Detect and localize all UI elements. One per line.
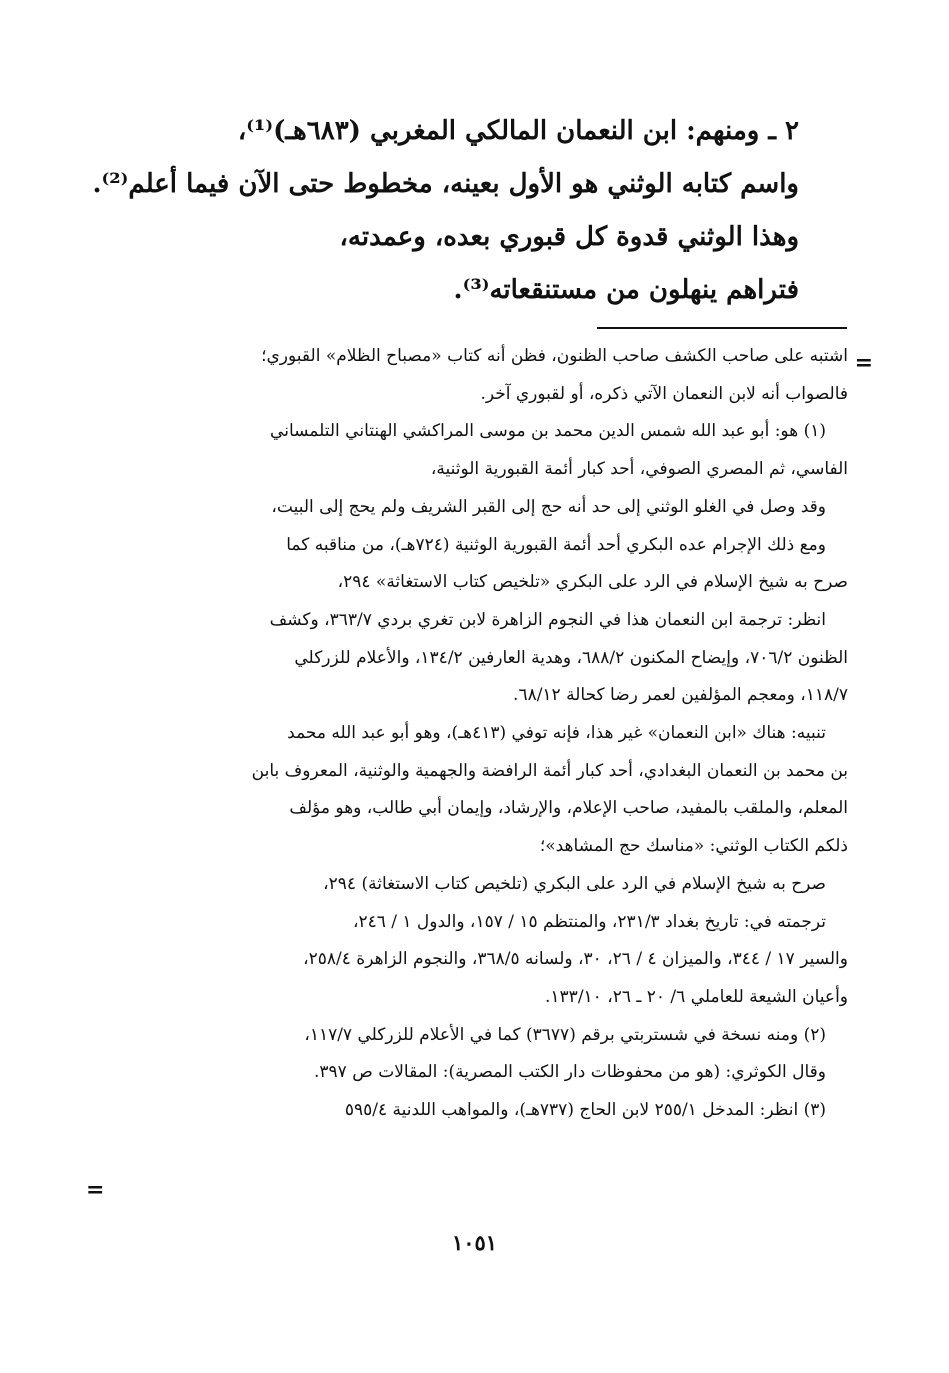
- footnote-line: وقد وصل في الغلو الوثني إلى حد أنه حج إلى القبر الشريف ولم يحج إلى البيت،: [271, 496, 826, 517]
- footnotes: [110, 338, 848, 1130]
- footnote-line: وقال الكوثري: (هو من محفوظات دار الكتب المصرية): المقالات ص ٣٩٧.: [314, 1062, 826, 1083]
- main-line: فتراهم ينهلون من مستنقعاته⁽³⁾.: [453, 275, 799, 305]
- footnote-line: والسير ١٧ / ٣٤٤، والميزان ٤ / ٢٦، ٣٠، ولسانه ٣٦٨/٥، والنجوم الزاهرة ٢٥٨/٤،: [303, 949, 848, 970]
- footnote-line: المعلم، والملقب بالمفيد، صاحب الإعلام، والإرشاد، وإيمان أبي طالب، وهو مؤلف: [289, 798, 848, 819]
- footnote-line: وأعيان الشيعة للعاملي ٦/ ٢٠ ـ ٢٦، ١٣٣/١٠.: [545, 986, 848, 1007]
- main-text: [92, 105, 799, 317]
- footnote-line: بن محمد بن النعمان البغدادي، أحد كبار أئمة الرافضة والجهمية والوثنية، المعروف بابن: [251, 760, 848, 781]
- footnote-line: الظنون ٧٠٦/٢، وإيضاح المكنون ٦٨٨/٢، وهدية العارفين ١٣٤/٢، والأعلام للزركلي: [294, 647, 848, 668]
- continuation-mark: =: [854, 350, 873, 376]
- footnote-line: ذلكم الكتاب الوثني: «مناسك حج المشاهد»؛: [539, 836, 848, 857]
- footnote-line: ترجمته في: تاريخ بغداد ٢٣١/٣، والمنتظم ١٥ / ١٥٧، والدول ١ / ٢٤٦،: [352, 911, 826, 932]
- footnote-line: تنبيه: هناك «ابن النعمان» غير هذا، فإنه توفي (٤١٣هـ)، وهو أبو عبد الله محمد: [287, 723, 826, 744]
- footnote-line: صرح به شيخ الإسلام في الرد على البكري «تلخيص كتاب الاستغاثة» ٢٩٤،: [337, 572, 848, 593]
- continuation-mark-end: =: [86, 1177, 105, 1203]
- footnote-line: صرح به شيخ الإسلام في الرد على البكري (تلخيص كتاب الاستغاثة) ٢٩٤،: [323, 873, 826, 894]
- footnote-separator: [597, 327, 847, 329]
- footnote-line: ومع ذلك الإجرام عده البكري أحد أئمة القبورية الوثنية (٧٢٤هـ)، من مناقبه كما: [286, 534, 826, 555]
- main-line: ٢ ـ ومنهم: ابن النعمان المالكي المغربي (٦٨٣هـ)⁽¹⁾،: [237, 116, 799, 146]
- footnote-line: (٢) ومنه نسخة في شستربتي برقم (٣٦٧٧) كما في الأعلام للزركلي ١١٧/٧،: [304, 1024, 826, 1045]
- footnote-line: اشتبه على صاحب الكشف صاحب الظنون، فظن أنه كتاب «مصباح الظلام» القبوري؛: [261, 346, 848, 366]
- footnote-line: الفاسي، ثم المصري الصوفي، أحد كبار أئمة القبورية الوثنية،: [430, 459, 848, 480]
- footnote-line: فالصواب أنه لابن النعمان الآتي ذكره، أو لقبوري آخر.: [480, 383, 848, 404]
- footnote-line: (١) هو: أبو عبد الله شمس الدين محمد بن موسى المراكشي الهنتاني التلمساني: [270, 421, 826, 442]
- footnote-line: ١١٨/٧، ومعجم المؤلفين لعمر رضا كحالة ٦٨/١٢.: [513, 685, 848, 706]
- main-line: واسم كتابه الوثني هو الأول بعينه، مخطوط حتى الآن فيما أعلم⁽²⁾.: [92, 169, 799, 199]
- page-number: ١٠٥١: [451, 1230, 498, 1255]
- footnote-line: (٣) انظر: المدخل ٢٥٥/١ لابن الحاج (٧٣٧هـ)، والمواهب اللدنية ٥٩٥/٤: [344, 1100, 826, 1121]
- main-line: وهذا الوثني قدوة كل قبوري بعده، وعمدته،: [339, 222, 799, 252]
- footnote-line: انظر: ترجمة ابن النعمان هذا في النجوم الزاهرة لابن تغري بردي ٣٦٣/٧، وكشف: [269, 609, 826, 630]
